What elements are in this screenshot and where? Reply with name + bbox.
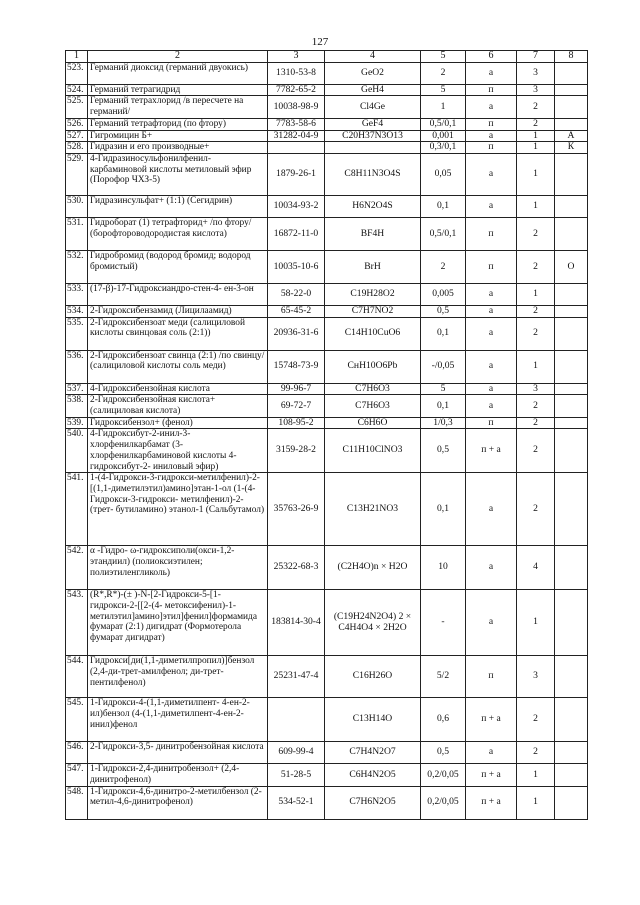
cas-cell: 16872-11-0 xyxy=(268,217,325,250)
formula-cell: CнH10O6Pb xyxy=(325,350,421,383)
formula-cell: C16H26O xyxy=(325,656,421,698)
cas-cell: 20936-31-6 xyxy=(268,317,325,350)
value-cell: 1 xyxy=(421,96,466,118)
number-cell: 548. xyxy=(66,786,88,819)
value-cell: 0,5 xyxy=(421,429,466,473)
substances-table xyxy=(65,50,588,820)
class-cell: 1 xyxy=(517,142,555,154)
name-cell: 2-Гидроксибензойная кислота+ (салициловая кислота) xyxy=(88,395,268,417)
number-cell: 546. xyxy=(66,742,88,764)
column-header: 3 xyxy=(268,51,325,63)
name-cell: Гидроксибензол+ (фенол) xyxy=(88,417,268,429)
formula-cell: BF4H xyxy=(325,217,421,250)
formula-cell: GeH4 xyxy=(325,84,421,96)
value-cell: 0,001 xyxy=(421,130,466,142)
note-cell xyxy=(555,84,588,96)
class-cell: 2 xyxy=(517,118,555,130)
state-cell: а xyxy=(466,96,517,118)
name-cell: 4-Гидразиносульфонилфенил-карбаминовой кислоты метиловый эфир (Порофор ЧХЗ-5) xyxy=(88,153,268,195)
table-row xyxy=(66,383,588,395)
number-cell: 537. xyxy=(66,383,88,395)
table-row xyxy=(66,250,588,283)
value-cell: 0,05 xyxy=(421,153,466,195)
header-row xyxy=(66,51,588,63)
cas-cell xyxy=(268,698,325,742)
formula-cell: C6H4N2O5 xyxy=(325,764,421,786)
note-cell: К xyxy=(555,142,588,154)
column-header: 7 xyxy=(517,51,555,63)
cas-cell: 10038-98-9 xyxy=(268,96,325,118)
value-cell: 0,2/0,05 xyxy=(421,764,466,786)
class-cell: 3 xyxy=(517,62,555,84)
number-cell: 529. xyxy=(66,153,88,195)
state-cell: п xyxy=(466,250,517,283)
note-cell xyxy=(555,742,588,764)
cas-cell xyxy=(268,142,325,154)
name-cell: (R*,R*)-(± )-N-[2-Гидрокси-5-[1-гидрокси-2-[[2-(4- метоксифенил)-1-метилэтил]амино]этил]фенил]формамида фумарат (2:1) дигидрат (Формотерола фумарат дигидрат) xyxy=(88,590,268,656)
name-cell: Гидробромид (водород бромид; водород бромистый) xyxy=(88,250,268,283)
state-cell: а xyxy=(466,305,517,317)
state-cell: а xyxy=(466,473,517,546)
class-cell: 1 xyxy=(517,195,555,217)
name-cell: Гидразинсульфат+ (1:1) (Сегидрин) xyxy=(88,195,268,217)
cas-cell: 1310-53-8 xyxy=(268,62,325,84)
number-cell: 539. xyxy=(66,417,88,429)
value-cell: 10 xyxy=(421,546,466,590)
column-header: 6 xyxy=(466,51,517,63)
name-cell: 4-Гидроксибензойная кислота xyxy=(88,383,268,395)
cas-cell: 51-28-5 xyxy=(268,764,325,786)
note-cell: О xyxy=(555,250,588,283)
class-cell: 4 xyxy=(517,546,555,590)
value-cell: 5/2 xyxy=(421,656,466,698)
number-cell: 540. xyxy=(66,429,88,473)
note-cell xyxy=(555,153,588,195)
state-cell: п + а xyxy=(466,786,517,819)
formula-cell: GeF4 xyxy=(325,118,421,130)
table-row xyxy=(66,62,588,84)
table-row xyxy=(66,130,588,142)
formula-cell: C14H10CuO6 xyxy=(325,317,421,350)
class-cell: 3 xyxy=(517,656,555,698)
table-row xyxy=(66,546,588,590)
state-cell: а xyxy=(466,546,517,590)
cas-cell: 609-99-4 xyxy=(268,742,325,764)
cas-cell: 58-22-0 xyxy=(268,283,325,305)
note-cell xyxy=(555,195,588,217)
value-cell: 0,5 xyxy=(421,742,466,764)
class-cell: 2 xyxy=(517,217,555,250)
value-cell: 2 xyxy=(421,62,466,84)
state-cell: а xyxy=(466,350,517,383)
value-cell: 2 xyxy=(421,250,466,283)
number-cell: 542. xyxy=(66,546,88,590)
table-row xyxy=(66,305,588,317)
table-row xyxy=(66,283,588,305)
state-cell: п + а xyxy=(466,429,517,473)
class-cell: 3 xyxy=(517,383,555,395)
name-cell: Германий тетрафторид (по фтору) xyxy=(88,118,268,130)
formula-cell: C6H6O xyxy=(325,417,421,429)
note-cell xyxy=(555,395,588,417)
name-cell: 1-Гидрокси-2,4-динитробензол+ (2,4-динитрофенол) xyxy=(88,764,268,786)
state-cell: п + а xyxy=(466,764,517,786)
note-cell xyxy=(555,62,588,84)
value-cell: 1/0,3 xyxy=(421,417,466,429)
cas-cell: 99-96-7 xyxy=(268,383,325,395)
note-cell xyxy=(555,429,588,473)
cas-cell: 35763-26-9 xyxy=(268,473,325,546)
cas-cell: 1879-26-1 xyxy=(268,153,325,195)
name-cell: Германий тетрагидрид xyxy=(88,84,268,96)
value-cell: 0,5 xyxy=(421,305,466,317)
cas-cell: 25322-68-3 xyxy=(268,546,325,590)
formula-cell: C13H14O xyxy=(325,698,421,742)
class-cell: 2 xyxy=(517,698,555,742)
value-cell: 0,2/0,05 xyxy=(421,786,466,819)
number-cell: 534. xyxy=(66,305,88,317)
cas-cell: 108-95-2 xyxy=(268,417,325,429)
note-cell xyxy=(555,118,588,130)
cas-cell: 69-72-7 xyxy=(268,395,325,417)
column-header: 2 xyxy=(88,51,268,63)
value-cell: 0,1 xyxy=(421,395,466,417)
formula-cell: H6N2O4S xyxy=(325,195,421,217)
note-cell xyxy=(555,96,588,118)
table-row xyxy=(66,96,588,118)
number-cell: 528. xyxy=(66,142,88,154)
table-row xyxy=(66,395,588,417)
state-cell: п xyxy=(466,118,517,130)
state-cell: а xyxy=(466,195,517,217)
formula-cell: C7H6O3 xyxy=(325,383,421,395)
value-cell: 0,6 xyxy=(421,698,466,742)
value-cell: 0,005 xyxy=(421,283,466,305)
formula-cell: C13H21NO3 xyxy=(325,473,421,546)
note-cell xyxy=(555,546,588,590)
cas-cell: 7783-58-6 xyxy=(268,118,325,130)
number-cell: 530. xyxy=(66,195,88,217)
state-cell: п xyxy=(466,656,517,698)
formula-cell: C7H7NO2 xyxy=(325,305,421,317)
class-cell: 2 xyxy=(517,96,555,118)
name-cell: 2-Гидроксибензоат меди (салициловой кислоты свинцовая соль (2:1)) xyxy=(88,317,268,350)
state-cell: а xyxy=(466,317,517,350)
state-cell: п xyxy=(466,142,517,154)
name-cell: (17-β)-17-Гидроксиандро-стен-4- ен-3-он xyxy=(88,283,268,305)
formula-cell: C19H28O2 xyxy=(325,283,421,305)
value-cell: 0,5/0,1 xyxy=(421,118,466,130)
table-row xyxy=(66,84,588,96)
formula-cell: C7H6N2O5 xyxy=(325,786,421,819)
note-cell xyxy=(555,283,588,305)
cas-cell: 10035-10-6 xyxy=(268,250,325,283)
state-cell: а xyxy=(466,153,517,195)
name-cell: Германий диоксид (германий двуокись) xyxy=(88,62,268,84)
table-row xyxy=(66,350,588,383)
table-row xyxy=(66,217,588,250)
value-cell: - xyxy=(421,590,466,656)
class-cell: 1 xyxy=(517,283,555,305)
note-cell xyxy=(555,590,588,656)
note-cell xyxy=(555,383,588,395)
value-cell: 5 xyxy=(421,383,466,395)
name-cell: Гидроборат (1) тетрафторид+ /по фтору/ (борофтороводородистая кислота) xyxy=(88,217,268,250)
table-row xyxy=(66,656,588,698)
cas-cell: 31282-04-9 xyxy=(268,130,325,142)
table-row xyxy=(66,153,588,195)
note-cell xyxy=(555,473,588,546)
cas-cell: 534-52-1 xyxy=(268,786,325,819)
number-cell: 533. xyxy=(66,283,88,305)
table-row xyxy=(66,317,588,350)
formula-cell: (C19H24N2O4) 2 × C4H4O4 × 2H2O xyxy=(325,590,421,656)
number-cell: 532. xyxy=(66,250,88,283)
state-cell: п xyxy=(466,417,517,429)
name-cell: Гигромицин Б+ xyxy=(88,130,268,142)
value-cell: 0,1 xyxy=(421,473,466,546)
column-header: 1 xyxy=(66,51,88,63)
class-cell: 2 xyxy=(517,473,555,546)
note-cell: А xyxy=(555,130,588,142)
value-cell: 0,3/0,1 xyxy=(421,142,466,154)
state-cell: п + а xyxy=(466,698,517,742)
state-cell: а xyxy=(466,590,517,656)
class-cell: 3 xyxy=(517,84,555,96)
name-cell: α -Гидро- ω-гидроксиполи(окси-1,2-этандиил) (полиоксиэтилен; полиэтиленгликоль) xyxy=(88,546,268,590)
class-cell: 2 xyxy=(517,250,555,283)
note-cell xyxy=(555,305,588,317)
table-row xyxy=(66,786,588,819)
state-cell: а xyxy=(466,742,517,764)
class-cell: 1 xyxy=(517,153,555,195)
state-cell: п xyxy=(466,217,517,250)
page-number: 127 xyxy=(311,36,329,48)
number-cell: 524. xyxy=(66,84,88,96)
column-header: 5 xyxy=(421,51,466,63)
formula-cell: Cl4Ge xyxy=(325,96,421,118)
class-cell: 2 xyxy=(517,305,555,317)
state-cell: а xyxy=(466,383,517,395)
note-cell xyxy=(555,317,588,350)
note-cell xyxy=(555,417,588,429)
state-cell: а xyxy=(466,62,517,84)
name-cell: 2-Гидроксибензамид (Лицилаамид) xyxy=(88,305,268,317)
column-header: 8 xyxy=(555,51,588,63)
name-cell: 2-Гидроксибензоат свинца (2:1) /по свинцу/ (салициловой кислоты соль меди) xyxy=(88,350,268,383)
cas-cell: 7782-65-2 xyxy=(268,84,325,96)
cas-cell: 10034-93-2 xyxy=(268,195,325,217)
value-cell: 0,5/0,1 xyxy=(421,217,466,250)
formula-cell: C7H4N2O7 xyxy=(325,742,421,764)
number-cell: 536. xyxy=(66,350,88,383)
class-cell: 1 xyxy=(517,350,555,383)
number-cell: 535. xyxy=(66,317,88,350)
formula-cell: BrH xyxy=(325,250,421,283)
number-cell: 526. xyxy=(66,118,88,130)
column-header: 4 xyxy=(325,51,421,63)
value-cell: 0,1 xyxy=(421,317,466,350)
table-row xyxy=(66,764,588,786)
formula-cell xyxy=(325,142,421,154)
name-cell: Германий тетрахлорид /в пересчете на германий/ xyxy=(88,96,268,118)
formula-cell: (C2H4O)n × H2O xyxy=(325,546,421,590)
number-cell: 525. xyxy=(66,96,88,118)
cas-cell: 65-45-2 xyxy=(268,305,325,317)
formula-cell: C7H6O3 xyxy=(325,395,421,417)
class-cell: 2 xyxy=(517,742,555,764)
class-cell: 1 xyxy=(517,786,555,819)
table-row xyxy=(66,142,588,154)
value-cell: -/0,05 xyxy=(421,350,466,383)
note-cell xyxy=(555,217,588,250)
table-row xyxy=(66,417,588,429)
class-cell: 2 xyxy=(517,429,555,473)
name-cell: Гидрокси[ди(1,1-диметилпропил)]бензол (2,4-ди-трет-амилфенол; ди-трет-пентилфенол) xyxy=(88,656,268,698)
note-cell xyxy=(555,786,588,819)
class-cell: 1 xyxy=(517,590,555,656)
state-cell: п xyxy=(466,84,517,96)
note-cell xyxy=(555,656,588,698)
class-cell: 1 xyxy=(517,130,555,142)
value-cell: 0,1 xyxy=(421,195,466,217)
note-cell xyxy=(555,764,588,786)
table-row xyxy=(66,429,588,473)
number-cell: 545. xyxy=(66,698,88,742)
name-cell: Гидразин и его производные+ xyxy=(88,142,268,154)
number-cell: 531. xyxy=(66,217,88,250)
class-cell: 2 xyxy=(517,417,555,429)
name-cell: 1-Гидрокси-4,6-динитро-2-метилбензол (2-метил-4,6-динитрофенол) xyxy=(88,786,268,819)
table-row xyxy=(66,473,588,546)
number-cell: 527. xyxy=(66,130,88,142)
cas-cell: 25231-47-4 xyxy=(268,656,325,698)
name-cell: 2-Гидрокси-3,5- динитробензойная кислота xyxy=(88,742,268,764)
value-cell: 5 xyxy=(421,84,466,96)
cas-cell: 15748-73-9 xyxy=(268,350,325,383)
cas-cell: 183814-30-4 xyxy=(268,590,325,656)
formula-cell: C11H10ClNO3 xyxy=(325,429,421,473)
table-row xyxy=(66,118,588,130)
state-cell: а xyxy=(466,130,517,142)
table-row xyxy=(66,195,588,217)
number-cell: 541. xyxy=(66,473,88,546)
number-cell: 523. xyxy=(66,62,88,84)
formula-cell: C20H37N3O13 xyxy=(325,130,421,142)
state-cell: а xyxy=(466,395,517,417)
class-cell: 2 xyxy=(517,317,555,350)
note-cell xyxy=(555,350,588,383)
formula-cell: C8H11N3O4S xyxy=(325,153,421,195)
number-cell: 544. xyxy=(66,656,88,698)
table-row xyxy=(66,698,588,742)
table-row xyxy=(66,590,588,656)
class-cell: 2 xyxy=(517,395,555,417)
cas-cell: 3159-28-2 xyxy=(268,429,325,473)
note-cell xyxy=(555,698,588,742)
number-cell: 538. xyxy=(66,395,88,417)
number-cell: 543. xyxy=(66,590,88,656)
name-cell: 4-Гидроксибут-2-инил-3-хлорфенилкарбамат (3-хлорфенилкарбаминовой кислоты 4-гидроксибут-2- иниловый эфир) xyxy=(88,429,268,473)
table-row xyxy=(66,742,588,764)
class-cell: 1 xyxy=(517,764,555,786)
name-cell: 1-(4-Гидрокси-3-гидрокси-метилфенил)-2-[(1,1-диметилэтил)амино]этан-1-ол (1-(4-Гидрокси-3-гидрокси- метилфенил)-2-(трет- бутиламино) этанол-1 (Сальбутамол) xyxy=(88,473,268,546)
formula-cell: GeO2 xyxy=(325,62,421,84)
name-cell: 1-Гидрокси-4-(1,1-диметилпент- 4-ен-2-ил)бензол (4-(1,1-диметилпент-4-ен-2-инил)фенол xyxy=(88,698,268,742)
number-cell: 547. xyxy=(66,764,88,786)
state-cell: а xyxy=(466,283,517,305)
